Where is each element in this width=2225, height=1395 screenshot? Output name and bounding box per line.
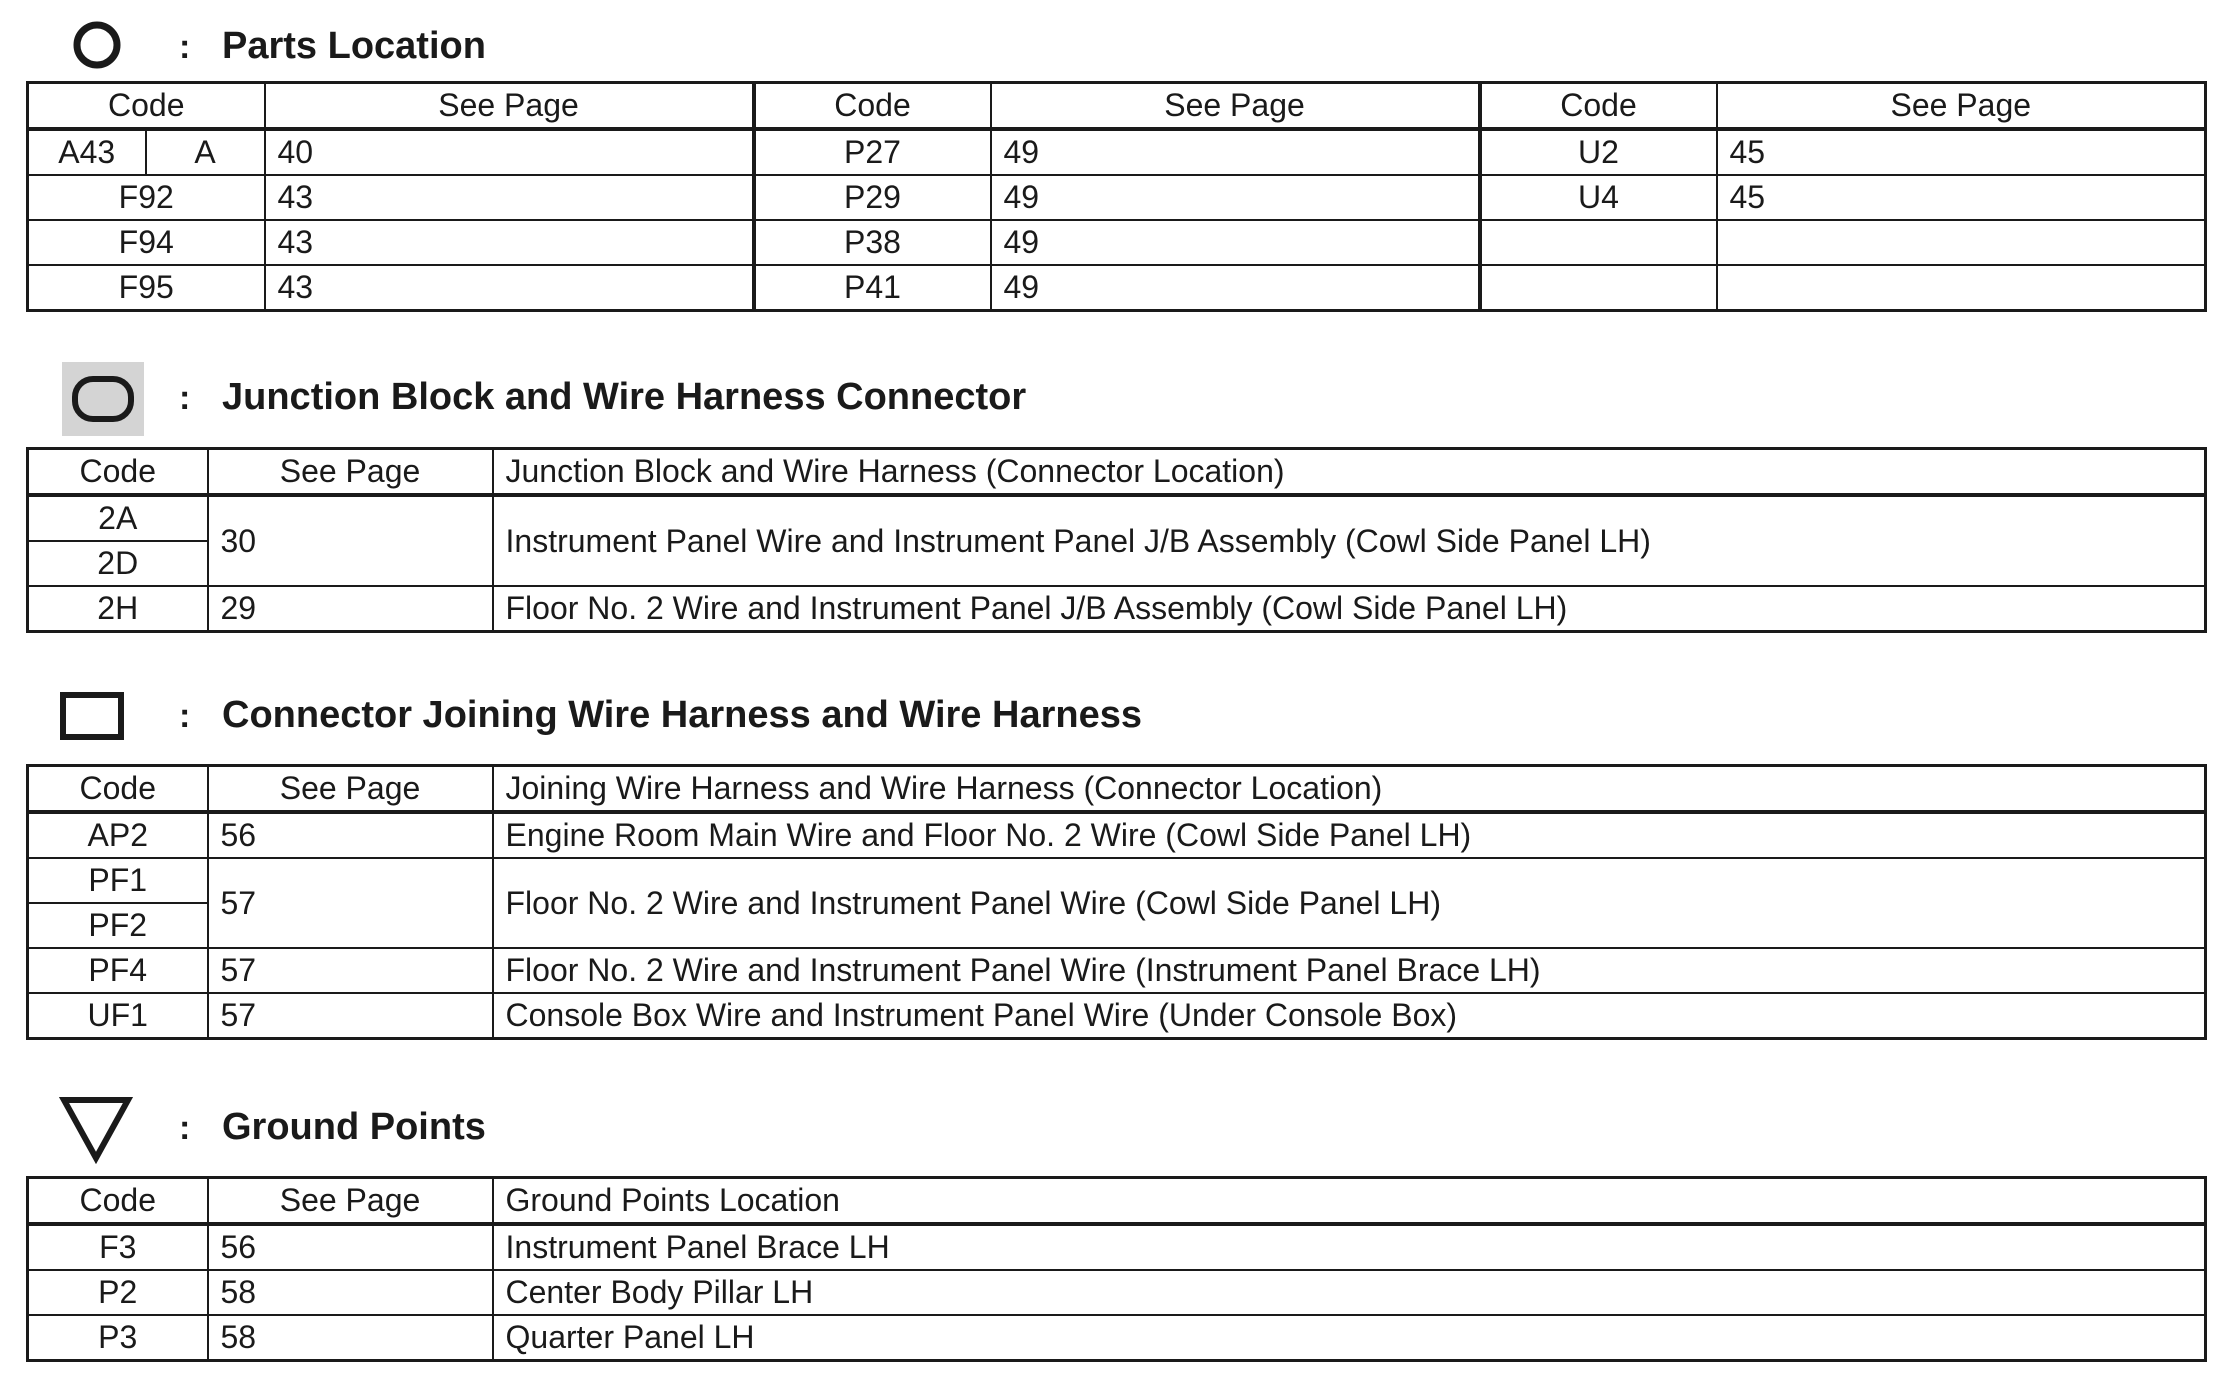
table-row — [28, 586, 2206, 632]
code-cell: 2H — [28, 586, 208, 632]
location-cell: Instrument Panel Wire and Instrument Panel J/B Assembly (Cowl Side Panel LH) — [493, 495, 2206, 586]
table-header-row — [28, 766, 2206, 813]
column-header-code: Code — [28, 83, 265, 130]
code-cell: P27 — [754, 129, 991, 175]
rectangle-icon — [60, 692, 124, 740]
page-cell: 49 — [991, 129, 1480, 175]
table-row — [28, 858, 2206, 903]
section-colon: : — [179, 28, 191, 66]
code-cell: P29 — [754, 175, 991, 220]
location-cell: Engine Room Main Wire and Floor No. 2 Wire (Cowl Side Panel LH) — [493, 812, 2206, 858]
location-cell: Floor No. 2 Wire and Instrument Panel J/B Assembly (Cowl Side Panel LH) — [493, 586, 2206, 632]
location-cell: Console Box Wire and Instrument Panel Wire (Under Console Box) — [493, 993, 2206, 1039]
code-cell — [1480, 265, 1717, 311]
code-cell: P2 — [28, 1270, 208, 1315]
section-title: Connector Joining Wire Harness and Wire Harness — [222, 694, 1142, 736]
code-sub-cell: A — [146, 129, 265, 175]
section-colon: : — [179, 379, 191, 417]
section-colon: : — [179, 1109, 191, 1147]
column-header-location: Ground Points Location — [493, 1178, 2206, 1225]
code-cell: UF1 — [28, 993, 208, 1039]
table-header-row — [28, 449, 2206, 496]
column-header-see-page: See Page — [208, 1178, 493, 1225]
page-cell: 49 — [991, 220, 1480, 265]
connector-joining-header — [0, 678, 2225, 758]
column-header-see-page: See Page — [208, 766, 493, 813]
ground-points-table — [26, 1176, 2207, 1362]
page-cell: 49 — [991, 265, 1480, 311]
location-cell: Center Body Pillar LH — [493, 1270, 2206, 1315]
table-row — [28, 812, 2206, 858]
column-header-code: Code — [1480, 83, 1717, 130]
column-header-see-page: See Page — [1717, 83, 2206, 130]
table-row — [28, 1270, 2206, 1315]
table-row — [28, 129, 2206, 175]
code-cell — [1480, 220, 1717, 265]
code-cell: P3 — [28, 1315, 208, 1361]
page-cell: 58 — [208, 1270, 493, 1315]
section-title: Parts Location — [222, 25, 486, 67]
column-header-code: Code — [754, 83, 991, 130]
section-colon: : — [179, 697, 191, 735]
page-cell: 56 — [208, 812, 493, 858]
page-cell: 57 — [208, 993, 493, 1039]
column-header-location: Joining Wire Harness and Wire Harness (Connector Location) — [493, 766, 2206, 813]
table-row — [28, 220, 2206, 265]
table-row — [28, 175, 2206, 220]
code-cell: P38 — [754, 220, 991, 265]
page-cell — [1717, 220, 2206, 265]
column-header-location: Junction Block and Wire Harness (Connector Location) — [493, 449, 2206, 496]
column-header-code: Code — [28, 1178, 208, 1225]
page-cell: 29 — [208, 586, 493, 632]
table-row — [28, 1224, 2206, 1270]
page-cell: 45 — [1717, 129, 2206, 175]
code-cell: PF2 — [28, 903, 208, 948]
page-cell: 43 — [265, 175, 754, 220]
page-cell: 45 — [1717, 175, 2206, 220]
table-row — [28, 495, 2206, 541]
page-cell: 57 — [208, 858, 493, 948]
table-header-row — [28, 83, 2206, 130]
code-cell: 2A — [28, 495, 208, 541]
rounded-rectangle-icon — [62, 362, 144, 436]
ground-points-header — [0, 1090, 2225, 1170]
code-cell: 2D — [28, 541, 208, 586]
down-triangle-icon — [58, 1094, 134, 1164]
section-title: Ground Points — [222, 1106, 486, 1148]
location-cell: Quarter Panel LH — [493, 1315, 2206, 1361]
table-row — [28, 1315, 2206, 1361]
circle-icon — [72, 20, 122, 70]
junction-block-table — [26, 447, 2207, 633]
page-cell: 40 — [265, 129, 754, 175]
code-cell: P41 — [754, 265, 991, 311]
location-cell: Floor No. 2 Wire and Instrument Panel Wire (Cowl Side Panel LH) — [493, 858, 2206, 948]
parts-location-table — [26, 81, 2207, 312]
page-cell: 56 — [208, 1224, 493, 1270]
code-cell: PF1 — [28, 858, 208, 903]
parts-location-header — [0, 8, 2225, 88]
page-cell: 43 — [265, 265, 754, 311]
code-cell: F95 — [28, 265, 265, 311]
page-cell: 49 — [991, 175, 1480, 220]
junction-block-header — [0, 360, 2225, 440]
column-header-see-page: See Page — [265, 83, 754, 130]
column-header-code: Code — [28, 449, 208, 496]
table-row — [28, 993, 2206, 1039]
section-title: Junction Block and Wire Harness Connector — [222, 376, 1027, 418]
code-cell: U4 — [1480, 175, 1717, 220]
code-cell: PF4 — [28, 948, 208, 993]
location-cell: Instrument Panel Brace LH — [493, 1224, 2206, 1270]
connector-joining-table — [26, 764, 2207, 1040]
location-cell: Floor No. 2 Wire and Instrument Panel Wire (Instrument Panel Brace LH) — [493, 948, 2206, 993]
column-header-see-page: See Page — [991, 83, 1480, 130]
code-cell: A43 — [28, 129, 146, 175]
code-cell: F92 — [28, 175, 265, 220]
code-cell: F3 — [28, 1224, 208, 1270]
column-header-code: Code — [28, 766, 208, 813]
code-cell: F94 — [28, 220, 265, 265]
page-cell: 43 — [265, 220, 754, 265]
code-cell: U2 — [1480, 129, 1717, 175]
page-cell: 30 — [208, 495, 493, 586]
page-cell: 58 — [208, 1315, 493, 1361]
code-cell: AP2 — [28, 812, 208, 858]
page-cell — [1717, 265, 2206, 311]
table-row — [28, 265, 2206, 311]
column-header-see-page: See Page — [208, 449, 493, 496]
page-cell: 57 — [208, 948, 493, 993]
table-header-row — [28, 1178, 2206, 1225]
table-row — [28, 948, 2206, 993]
